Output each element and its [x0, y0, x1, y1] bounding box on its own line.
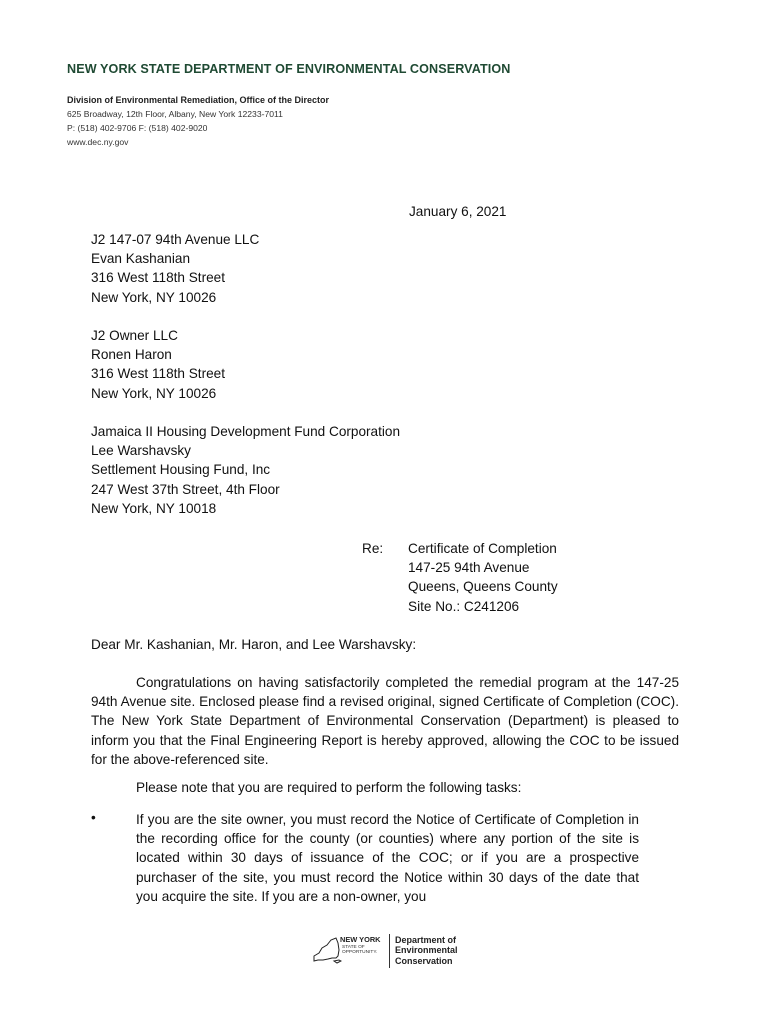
recipient-line: 316 West 118th Street [91, 366, 226, 382]
new-york-state-outline-icon [310, 934, 342, 966]
recipient-line: Settlement Housing Fund, Inc [91, 462, 271, 478]
recipient-line: J2 147-07 94th Avenue LLC [91, 232, 260, 247]
paragraph-tasks-intro: Please note that you are required to perform the following tasks: [136, 780, 522, 795]
recipient-line: J2 Owner LLC [91, 328, 178, 343]
bullet-icon: • [91, 810, 96, 825]
agency-address: 625 Broadway, 12th Floor, Albany, New York 12233-7011 [67, 109, 283, 119]
re-subject [408, 539, 558, 616]
recipient-block-2 [91, 326, 225, 403]
dec-wordmark-line: Conservation [395, 955, 453, 966]
nys-tagline-line: OPPORTUNITY. [342, 950, 378, 956]
re-label: Re: [362, 541, 384, 556]
recipient-line: Lee Warshavsky [91, 443, 191, 459]
nys-tagline [342, 945, 377, 955]
dec-wordmark-line: Department of [395, 935, 457, 945]
division-name: Division of Environmental Remediation, Office of the Director [67, 95, 330, 105]
dec-wordmark [395, 935, 458, 966]
agency-phone-fax: P: (518) 402-9706 F: (518) 402-9020 [67, 123, 208, 133]
re-line: 147-25 94th Avenue [408, 560, 530, 576]
recipient-line: Jamaica II Housing Development Fund Corporation [91, 424, 401, 439]
paragraph-congratulations [91, 673, 679, 769]
recipient-line: Ronen Haron [91, 347, 172, 363]
dec-wordmark-line: Environmental [395, 945, 458, 956]
recipient-line: 316 West 118th Street [91, 270, 226, 286]
re-line: Site No.: C241206 [408, 598, 520, 614]
recipient-block-1 [91, 230, 259, 307]
salutation: Dear Mr. Kashanian, Mr. Haron, and Lee Warshavsky: [91, 637, 417, 652]
agency-website[interactable]: www.dec.ny.gov [67, 137, 129, 147]
footer-divider [389, 934, 390, 968]
recipient-line: New York, NY 10026 [91, 385, 217, 401]
recipient-line: 247 West 37th Street, 4th Floor [91, 481, 280, 497]
bullet-item-record-notice: If you are the site owner, you must record the Notice of Certificate of Completion in the recording office for the county (or counties) where any portion of the site is located within 30 days of issuance of the COC; or if you are a prospective purchaser of the site, you must record the Notice within 30 days of the date that you acquire the site. If you are a non-owner, you [136, 812, 639, 904]
recipient-block-3 [91, 422, 400, 518]
re-line: Queens, Queens County [408, 579, 558, 595]
nys-name: NEW YORK [340, 935, 381, 944]
nys-tagline-line: STATE OF [342, 945, 365, 950]
recipient-line: New York, NY 10018 [91, 500, 217, 516]
footer-logo [310, 932, 470, 972]
agency-name: NEW YORK STATE DEPARTMENT OF ENVIRONMENTAL CONSERVATION [67, 62, 511, 76]
re-line: Certificate of Completion [408, 541, 557, 556]
paragraph-text: Congratulations on having satisfactorily completed the remedial program at the 147-25 94th Avenue site. Enclosed please find a revised original, signed Certificate of Completion (COC). The New York State Department of Environmental Conservation (Department) is pleased to inform you that the Final Engineering Report is hereby approved, allowing the COC to be issued for the above-referenced site. [91, 675, 679, 767]
letter-date: January 6, 2021 [409, 204, 507, 219]
recipient-line: Evan Kashanian [91, 251, 191, 267]
recipient-line: New York, NY 10026 [91, 289, 217, 305]
